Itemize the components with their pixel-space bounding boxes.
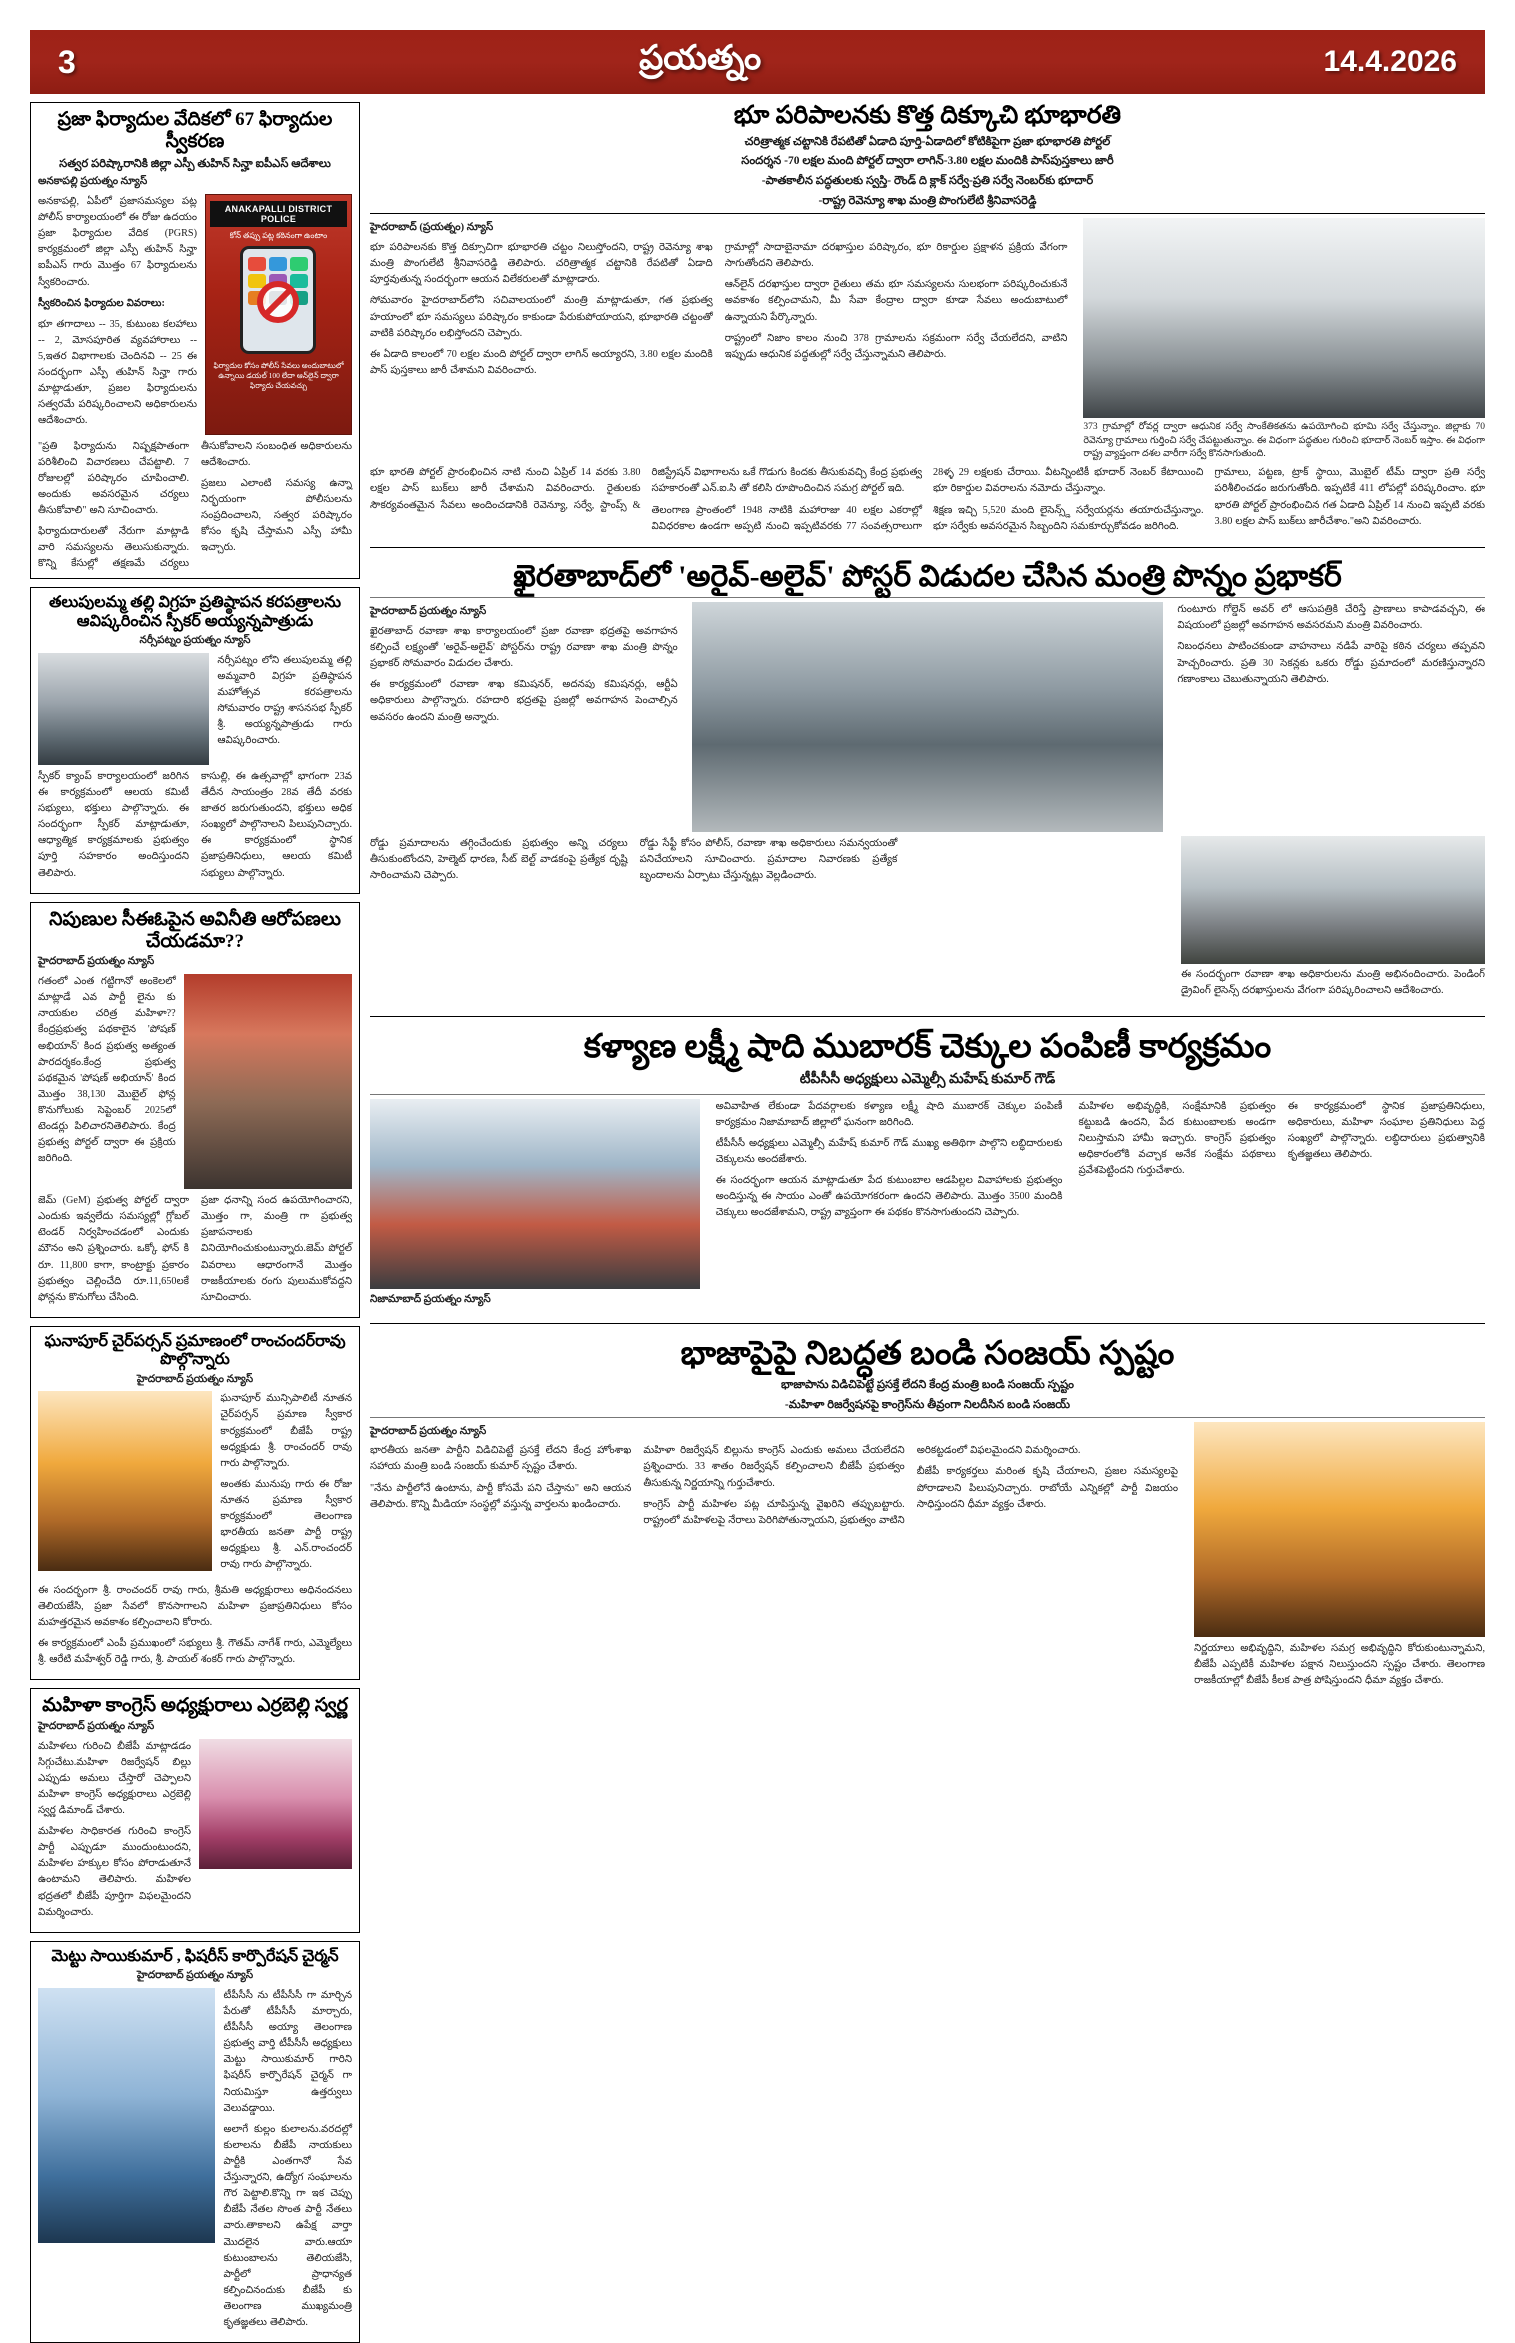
poster-footer: ఫిర్యాదుల కోసం పోలీస్ సేవలు అందుబాటులో ఉన్నాయి డయల్ 100 లేదా ఆన్‌లైన్ ద్వారా ఫిర్యాదు చేయవచ్చు: [213, 361, 344, 390]
paragraph: స్వీకరించిన ఫిర్యాదుల వివరాలు:: [38, 297, 165, 309]
paragraph: తెలంగాణ ప్రాంతంలో 1948 నాటికి మహారాజు 40 లక్షల ఎకరాల్లో వివిధరకాల ఉండగా అప్పటి నుంచి ఇప్పటివరకు 77 సంవత్సరాలుగా 28ళ్ళ 29 లక్షలకు చేరాయి. వీటన్నింటికీ భూదార్ నెంబర్ కేటాయించి భూ రికార్డుల వివరాలను నమోదు చేస్తున్నాం.: [651, 467, 1204, 532]
paragraph: బీజేపీ కార్యకర్తలు మరింత కృషి చేయాలని, ప్రజల సమస్యలపై పోరాడాలని పిలుపునిచ్చారు. రాబోయే ఎన్నికల్లో పార్టీ విజయం సాధిస్తుందని ధీమా వ్యక్తం చేశారు.: [916, 1466, 1179, 1510]
subheadline-1: భాజాపాను విడిచిపెట్టే ప్రసక్తే లేదని కేంద్ర మంత్రి బండి సంజయ్ స్పష్టం: [781, 1379, 1074, 1392]
headline: నిపుణుల సీఈఓపైన అవినీతి ఆరోపణలు చేయడమా??: [49, 908, 341, 952]
photo-minister-ponguleti: [1083, 218, 1485, 418]
newspaper-nameplate: ప్రయత్నం: [639, 38, 762, 77]
paragraph: ప్రజలు ఎలాంటి సమస్య ఉన్నా నిర్భయంగా పోలీసులను సంప్రదించాలని, సత్వర పరిష్కారం కోసం కృషి చేస్తామని ఎస్పీ హామీ ఇచ్చారు.: [201, 477, 352, 554]
paragraph: టీపీసీసీ అధ్యక్షులు ఎమ్మెల్సీ మహేష్ కుమార్ గౌడ్ ముఖ్య అతిథిగా పాల్గొని లబ్ధిదారులకు చెక్కులను అందజేశారు.: [715, 1137, 1063, 1166]
fourth-story-photo-block: [1186, 1422, 1485, 1694]
masthead: [30, 30, 1485, 94]
paragraph: గుంటూరు గోల్డెన్ అవర్ లో ఆసుపత్రికి చేరిస్తే ప్రాణాలు కాపాడవచ్చని, ఈ విషయంలో ప్రజల్లో అవగాహన అవసరమని మంత్రి వివరించారు.: [1177, 604, 1486, 632]
article-body: [38, 974, 176, 1189]
subheadline: టీపీసీసీ అధ్యక్షులు ఎమ్మెల్సీ మహేష్ కుమార్ గౌడ్: [799, 1072, 1056, 1088]
paragraph: అంతకు మునుపు గారు ఈ రోజు నూతన ప్రమాణ స్వీకార కార్యక్రమంలో తెలంగాణ భారతీయ జనతా పార్టీ రాష్ట్ర అధ్యక్షులు శ్రీ. ఎన్.రాంచందర్ రావు గారు పాల్గొన్నారు.: [220, 1478, 352, 1571]
subheadline-1: చరిత్రాత్మక చట్టానికి రేపటితో ఏడాది పూర్తి-ఏడాదిలో కోటికిపైగా ప్రజా భూభారతి పోర్టల్: [744, 135, 1111, 148]
paragraph: ఈ కార్యక్రమంలో ఎంపీ ప్రముఖంలో సభ్యులు శ్రీ. గౌతమ్ నాగేశ్ గారు, ఎమ్మెల్యేలు శ్రీ. ఆరేటి మహేశ్వర్ రెడ్డి గారు, శ్రీ. పాయల్ శంకర్ గారు పాల్గొన్నారు.: [38, 1637, 352, 1665]
lead-story-bhubharathi: [370, 102, 1485, 535]
byline: హైదరాబాద్ ప్రయత్నం న్యూస్: [370, 606, 487, 618]
photo-mahesh-kumar-goud: [370, 1099, 700, 1289]
paragraph: రోడ్డు సేఫ్టీ కోసం పోలీస్, రవాణా శాఖ అధికారులు సమన్వయంతో పనిచేయాలని సూచించారు. ప్రమాదాల నివారణకు ప్రత్యేక బృందాలను ఏర్పాటు చేస్తున్నట్లు వెల్లడించారు.: [639, 838, 898, 882]
byline: హైదరాబాద్ ప్రయత్నం న్యూస్: [38, 1720, 155, 1732]
page-grid: [30, 102, 1486, 2329]
article-body: [708, 1099, 1071, 1312]
officials-photo-block: [1175, 836, 1485, 1004]
paragraph: మహిళల సాధికారత గురించి కాంగ్రెస్ పార్టీ ఎప్పుడూ ముందుంటుందని, మహిళల హక్కుల కోసం పోరాడుతూనే ఉంటామని తెలిపారు. మహిళల భద్రతలో బీజేపీ పూర్తిగా విఫలమైందని విమర్శించారు.: [38, 1826, 191, 1918]
paragraph: ప్రజా ధనాన్ని సంద ఉపయోగించారని, మొత్తం గా, మంత్రి గా ప్రభుత్వ ప్రజాపనాలకు వినియోగించుకుంటున్నారు.జెమ్ పోర్టల్ వివరాలు ఆధారంగానే మొత్తం రాజకీయాలకు రంగు పులుముకోవద్దని సూచించారు.: [201, 1195, 352, 1303]
article-body-continued: [38, 439, 352, 573]
photo-speaker-event: [38, 653, 209, 765]
lead-story-body-continued: [370, 465, 1485, 534]
paragraph: కాంగ్రెస్ పార్టీ మహిళల పట్ల చూపిస్తున్న వైఖరిని తప్పుబట్టారు. రాష్ట్రంలో మహిళలపై నేరాలు పెరిగిపోతున్నాయని, ప్రభుత్వం వాటిని అరికట్టడంలో విఫలమైందని విమర్శించారు.: [643, 1445, 1081, 1526]
left-column: [30, 102, 360, 2329]
story-bandi-sanjay: [370, 1336, 1485, 2282]
headline: మహిళా కాంగ్రెస్ అధ్యక్షురాలు ఎర్రబెల్లి స్వర్ణ: [42, 1695, 348, 1717]
headline: భాజాపైపై నిబద్ధత బండి సంజయ్ స్పష్టం: [680, 1336, 1175, 1373]
photo-bandi-sanjay: [1194, 1422, 1485, 1637]
headline: ప్రజా ఫిర్యాదుల వేదికలో 67 ఫిర్యాదుల స్వీకరణ: [57, 109, 333, 152]
paragraph: గతంలో ఎంత గట్టిగానో అంకెలలో మాట్లాడే ఎవ పార్టీ లైను కు నాయకుల చరిత్ర మహిళా?? కేంద్రప్రభుత్వ పథకాలైన 'పోషణ్ అభియాన్' కింద ప్రభుత్వ అత్యంత పారదర్శకం.కేంద్ర ప్రభుత్వ పథకమైన 'పోషణ్ అభియాన్' కింద మొత్తం 38,130 మొబైల్ ఫోన్ల కొనుగోలుకు సెప్టెంబర్ 2025లో టెండర్లు పిలిచారనితెలిపారు. కేంద్ర ప్రభుత్వ పోర్టల్ ద్వారా ఈ ప్రక్రియ జరిగింది.: [38, 976, 176, 1165]
phone-mockup-icon: [240, 246, 316, 354]
photo-caption: 373 గ్రామాల్లో రోవర్ల ద్వారా ఆధునిక సర్వే సాంకేతికతను ఉపయోగించి భూమి సర్వే చేస్తున్నాం. జిల్లాకు 70 రెవెన్యూ గ్రామాలు గుర్తించి సర్వే చేపట్టుతున్నాం. ఈ విధంగా పద్ధతుల గురించి భూదార్ నెంబర్ ఇస్తాం. ఈ విధంగా రాష్ట్ర వ్యాప్తంగా దశల వారీగా సర్వే కొనసాగుతుంది.: [1083, 422, 1485, 460]
article-talupulamma-talli: [30, 587, 360, 893]
headline: ఖైరతాబాద్‌లో 'అరైవ్-అలైవ్' పోస్టర్ విడుదల చేసిన మంత్రి పొన్నం ప్రభాకర్: [513, 559, 1342, 593]
byline: నర్సీపట్నం ప్రయత్నం న్యూస్: [139, 635, 251, 647]
photo-ramchander-rao: [38, 1391, 212, 1571]
paragraph: ఈ సందర్భంగా రవాణా శాఖ అధికారులను మంత్రి అభినందించారు. పెండింగ్ డ్రైవింగ్ లైసెన్స్ దరఖాస్తులను వేగంగా పరిష్కరించాలని ఆదేశించారు.: [1181, 969, 1485, 997]
article-mahila-congress: [30, 1688, 360, 1933]
paragraph: ఈ సందర్భంగా ఆయన మాట్లాడుతూ పేద కుటుంబాల ఆడపిల్లల వివాహాలకు ప్రభుత్వం అందిస్తున్న ఈ సాయం ఎంతో ఉపయోగకరంగా ఉందని తెలిపారు. మొత్తం 3500 మందికి చెక్కులు అందజేశామని, రాష్ట్ర వ్యాప్తంగా ఈ పథకం కొనసాగుతుందని చెప్పారు.: [715, 1175, 1063, 1219]
paragraph: "నేను పార్టీలోనే ఉంటాను, పార్టీ కోసమే పని చేస్తాను" అని ఆయన తెలిపారు. కొన్ని మీడియా సంస్థల్లో వస్తున్న వార్తలను ఖండించారు.: [370, 1482, 632, 1510]
paragraph: టీపీసీసీ ను టీపీసీసీ గా మార్చిన పేరుతో టీపీసీసీ మార్చారు, టీపీసీసీ అయ్యా తెలంగాణ ప్రభుత్వ వార్తి టీపీసీసీ అధ్యక్షులు మెట్టు సాయికుమార్ గారిని ఫిషరీస్ కార్పొరేషన్ చైర్మన్ గా నియమిస్తూ ఉత్తర్వులు వెలువడ్డాయి.: [223, 1989, 352, 2114]
article-body: [38, 194, 197, 435]
paragraph: అవివాహిత లేకుండా పేదవర్గాలకు కళ్యాణ లక్ష్మీ షాది ముబారక్ చెక్కుల పంపిణీ కార్యక్రమం నిజామాబాద్ జిల్లాలో ఘనంగా జరిగింది.: [715, 1100, 1063, 1128]
subheadline-2: -మహిళా రిజర్వేషనపై కాంగ్రెస్‌ను తీవ్రంగా నిలదీసిన బండి సంజయ్: [784, 1399, 1071, 1412]
article-body: [1177, 602, 1485, 688]
paragraph: మహిళలు గురించి బీజేపీ మాట్లాడడం సిగ్గుచేటు.మహిళా రిజర్వేషన్ బిల్లు ఎప్పుడు అమలు చేస్తారో చెప్పాలని మహిళా కాంగ్రెస్ అధ్యక్షురాలు ఎర్రబెల్లి స్వర్ణ డిమాండ్ చేశారు.: [38, 1740, 191, 1817]
paragraph: అలాగే కుల్లం కులాలను.వరదల్లో కులాలను బీజేపీ నాయకులు పార్టీకి ఎంతగానో సేవ చేస్తున్నారని, ఉద్యోగ సంఘాలను గౌర పెట్టాలి.కొన్ని గా ఇక చెప్పు బీజేపీ నేతల సొంత పార్టీ నేతలు వారు.తాకాలని ఉపేక్ష వార్తా మొదలైన వారు.ఆయా కుటుంబాలను తెలియజేసి, పార్టీలో ప్రాధాన్యత కల్పించినందుకు బీజేపీ కు తెలంగాణ ముఖ్యమంత్రి కృతజ్ఞతలు తెలిపారు.: [223, 2123, 352, 2329]
photo-officials-conference: [1181, 836, 1485, 964]
article-body-continued: [38, 769, 352, 887]
photo-mettu-saikumar: [38, 1988, 215, 2243]
headline: భూ పరిపాలనకు కొత్త దిక్కూచి భూభారతి: [733, 102, 1122, 129]
poster-title: ANAKAPALLI DISTRICT POLICE: [210, 201, 347, 227]
byline: హైదరాబాద్ (ప్రయత్నం) న్యూస్: [370, 222, 494, 234]
article-praja-firyadula: [30, 102, 360, 579]
article-body-continued: [38, 1193, 352, 1311]
article-body: [38, 1739, 191, 1926]
story-arrive-alive: [370, 560, 1485, 1005]
paragraph: గ్రామాల్లో సాదాబైనామా దరఖాస్తుల పరిష్కారం, భూ రికార్డుల ప్రక్షాళన ప్రక్రియ వేగంగా సాగుతోందని తెలిపారు.: [724, 242, 1068, 270]
paragraph: భూ తగాదాలు -- 35, కుటుంబ కలహాలు -- 2, మోసపూరిత వ్యవహారాలు -- 5,ఇతర విభాగాలకు చెందినవి -- 25 ఈ సందర్భంగా ఎస్పీ తుహిన్ సిన్హా గారు మాట్లాడుతూ, ప్రజల ఫిర్యాదులను సత్వరమే పరిష్కరించాలని అధికారులను ఆదేశించారు.: [38, 318, 197, 427]
anakapalli-police-poster: [205, 194, 352, 435]
lead-story-photo-block: [1075, 218, 1485, 461]
article-body: [223, 1988, 352, 2336]
photo-errabelli-swarna: [199, 1739, 352, 1869]
paragraph: భారతీయ జనతా పార్టీని విడిచిపెట్టే ప్రసక్తే లేదని కేంద్ర హోంశాఖ సహాయ మంత్రి బండి సంజయ్ కుమార్ స్పష్టం చేశారు.: [370, 1445, 632, 1473]
paragraph: ఈ కార్యక్రమంలో స్థానిక ప్రజాప్రతినిధులు, అధికారులు, మహిళా సంఘాల ప్రతినిధులు పెద్ద సంఖ్యలో పాల్గొన్నారు. లబ్ధిదారులు ప్రభుత్వానికి కృతజ్ఞతలు తెలిపారు.: [1287, 1100, 1485, 1161]
paragraph: ఈ కార్యక్రమంలో రవాణా శాఖ కమిషనర్, అదనపు కమిషనర్లు, ఆర్టీఏ అధికారులు పాల్గొన్నారు. రహదారి భద్రతపై ప్రజల్లో అవగాహన పెంచాల్సిన అవసరం ఉందని మంత్రి అన్నారు.: [370, 679, 678, 723]
article-nipunula-ceo: [30, 902, 360, 1318]
second-story-body-continued: [370, 836, 1167, 1004]
byline: నిజామాబాద్ ప్రయత్నం న్యూస్: [370, 1293, 491, 1305]
subheadline-2: సందర్శన -70 లక్షల మంది పోర్టల్ ద్వారా లాగిన్-3.80 లక్షల మందికి పాస్‌పుస్తకాలు జారీ: [741, 155, 1114, 168]
second-story-photo: [686, 602, 1170, 832]
article-body: [370, 624, 678, 726]
article-body-continued: [38, 1583, 352, 1669]
headline: ఘనాపూర్ చైర్‌పర్సన్ ప్రమాణంలో రాంచందర్‌రావు పొల్గొన్నారు: [44, 1332, 346, 1369]
article-body: [370, 1443, 1178, 1529]
paragraph: జెమ్ (GeM) ప్రభుత్వ పోర్టల్ ద్వారా ఎందుకు ఇవ్వలేదు సమస్యల్లో గ్లోబల్ టెండర్ నిర్వహించడంలో ఎందుకు మౌనం అని ప్రశ్నించారు. ఒక్కో ఫోన్ కి రూ. 11,800 కాగా, కాంట్రాక్టు ప్రకారం ప్రభుత్వం చెల్లించేది రూ.11,650లకే ఫోన్లను కొనుగోలు చేసింది.: [38, 1195, 189, 1303]
paragraph: ఈ ఏడాది కాలంలో 70 లక్షల మంది పోర్టల్ ద్వారా లాగిన్ అయ్యారని, 3.80 లక్షల మందికి పాస్ పుస్తకాలు జారీ చేశామని వివరించారు.: [370, 348, 713, 376]
paragraph: నర్సీపట్నం లోని తలుపులమ్మ తల్లి అమ్మవారి విగ్రహ ప్రతిష్ఠాపన మహోత్సవ కరపత్రాలను సోమవారం రాష్ట్ర శాసనసభ స్పీకర్ శ్రీ. అయ్యన్నపాత్రుడు గారు ఆవిష్కరించారు.: [217, 654, 352, 747]
paragraph: ఈ సందర్భంగా శ్రీ. రాంచందర్ రావు గారు, శ్రీమతి అధ్యక్షురాలు అధినందనలు తెలియజేసి, ప్రజా సేవలో కొనసాగాలని మహిళా ప్రజాప్రతినిధులు కోసం మహత్తరమైన అవకాశం కల్పించాలని కోరారు.: [38, 1584, 352, 1628]
article-body: [1194, 1641, 1485, 1689]
paragraph: అనకాపల్లి, ఏపీలో ప్రజాసమస్యల పట్ల పోలీస్ కార్యాలయంలో ఈ రోజు ఉదయం ప్రజా ఫిర్యాదుల వేదిక (PGRS) కార్యక్రమంలో జిల్లా ఎస్పీ తుహిన్ సిన్హా ఐపీఎస్ గారు మొత్తం 67 ఫిర్యాదులను స్వీకరించారు.: [38, 196, 197, 288]
paragraph: "ప్రతి ఫిర్యాదును నిష్పక్షపాతంగా పరిశీలించి విచారణలు చేపట్టాలి. 7 రోజులల్లో పరిష్కారం చూపించాలి. అందుకు అవసరమైన చర్యలు తీసుకోవాలి" అని సూచించారు.: [38, 440, 189, 517]
headline: మెట్టు సాయికుమార్ , ఫిషరీస్ కార్పొరేషన్ చైర్మన్: [51, 1947, 339, 1965]
paragraph: రాష్ట్రంలో నిజాం కాలం నుంచి 378 గ్రామాలను సక్రమంగా సర్వే చేయలేదని, వాటిని ఇప్పుడు ఆధునిక పద్ధతుల్లో సర్వే చేస్తున్నామని తెలిపారు.: [724, 332, 1068, 360]
paragraph: భూ భారతి పోర్టల్ ప్రారంభించిన నాటి నుంచి ఏప్రిల్ 14 వరకు 3.80 లక్షల పాస్ బుక్‌లు జారీ చేశామని వివరించారు. రైతులకు సౌకర్యవంతమైన సేవలు అందించడానికి రెవెన్యూ, సర్వే, స్టాంప్స్ & రిజిస్ట్రేషన్ విభాగాలను ఒకే గొడుగు కిందకు తీసుకువచ్చి కేంద్ర ప్రభుత్వ సహకారంతో ఎన్.ఐ.సి తో కలిసి రూపొందించిన సమగ్ర పోర్టల్ ఇది.: [370, 467, 922, 511]
paragraph: ఆన్‌లైన్ దరఖాస్తుల ద్వారా రైతులు తమ భూ సమస్యలను సులభంగా పరిష్కరించుకునే అవకాశం కల్పించామని, మీ సేవా కేంద్రాల ద్వారా కూడా సేవలు అందుబాటులో ఉన్నాయని పేర్కొన్నారు.: [724, 279, 1068, 323]
byline: హైదరాబాద్ ప్రయత్నం న్యూస్: [136, 1373, 254, 1385]
paragraph: నిర్ణయాలు అభివృద్ధిని, మహిళల సమగ్ర అభివృద్ధిని కోరుకుంటున్నామని, బీజేపీ ఎప్పటికీ మహిళల పక్షాన నిలుస్తుందని స్పష్టం చేశారు. తెలంగాణ రాజకీయాల్లో బీజేపీ కీలక పాత్ర పోషిస్తుందని ధీమా వ్యక్తం చేశారు.: [1194, 1642, 1485, 1686]
byline: హైదరాబాద్ ప్రయత్నం న్యూస్: [136, 1970, 254, 1982]
photo-arrive-alive-release: [692, 602, 1164, 832]
article-body: [1181, 967, 1485, 999]
subheadline-3: -పాతకాలీన పద్ధతులకు స్వస్తి- రౌండ్ ది క్లాక్ సర్వే-ప్రతి సర్వే నెంబర్‌కు భూదార్: [761, 175, 1094, 188]
paragraph: శిక్షణ ఇచ్చి 5,520 మంది లైసెన్స్డ్ సర్వేయర్లను తయారుచేస్తున్నాం. భూ సర్వేకు అవసరమైన సిబ్బందిని సమకూర్చుకోవడం జరిగింది.: [933, 504, 1204, 532]
article-body: [220, 1391, 352, 1578]
paragraph: సోమవారం హైదరాబాద్‌లోని సచివాలయంలో మంత్రి మాట్లాడుతూ, గత ప్రభుత్వ హయాంలో భూ సమస్యలు పరిష్కారం కాకుండా పేరుకుపోయాయని, భూభారతి చట్టంతో వాటికి పరిష్కారం లభిస్తోందని చెప్పారు.: [370, 295, 713, 339]
article-body: [217, 653, 352, 765]
paragraph: ఘనాపూర్ మున్సిపాలిటీ నూతన చైర్‌పర్సన్ ప్రమాణ స్వీకార కార్యక్రమంలో బీజేపీ రాష్ట్ర అధ్యక్షుడు శ్రీ. రాంచందర్ రావు గారు పాల్గొన్నారు.: [220, 1393, 352, 1469]
paragraph: రోడ్డు ప్రమాదాలను తగ్గించేందుకు ప్రభుత్వం అన్ని చర్యలు తీసుకుంటోందని, హెల్మెట్ ధారణ, సీట్ బెల్ట్ వాడకంపై ప్రత్యేక దృష్టి సారించామని చెప్పారు.: [370, 838, 628, 882]
paragraph: మహిళల అభివృద్ధికి, సంక్షేమానికి ప్రభుత్వం కట్టుబడి ఉందని, పేద కుటుంబాలకు అండగా నిలుస్తామని హామీ ఇచ్చారు. కాంగ్రెస్ ప్రభుత్వం అధికారంలోకి వచ్చాక అనేక సంక్షేమ పథకాలు ప్రవేశపెట్టిందని గుర్తుచేశారు.: [1078, 1100, 1276, 1177]
paragraph: మహిళా రిజర్వేషన్ బిల్లును కాంగ్రెస్ ఎందుకు అమలు చేయలేదని ప్రశ్నించారు. 33 శాతం రిజర్వేషన్ కల్పించాలని బీజేపీ ప్రభుత్వం తీసుకున్న నిర్ణయాన్ని గుర్తుచేశారు.: [643, 1445, 905, 1489]
paragraph: ఖైరతాబాద్ రవాణా శాఖ కార్యాలయంలో ప్రజా రవాణా భద్రతపై అవగాహన కల్పించే లక్ష్యంతో 'అరైవ్-అలైవ్' పోస్టర్‌ను రాష్ట్ర రవాణా శాఖ మంత్రి పొన్నం ప్రభాకర్ సోమవారం విడుదల చేశారు.: [370, 625, 678, 670]
byline: హైదరాబాద్ ప్రయత్నం న్యూస్: [38, 956, 155, 968]
photo-caption: కాసుల్లి, ఈ ఉత్సవాల్లో భాగంగా 23వ తేదీన సాయంత్రం 28వ తేదీ వరకు జాతర జరుగుతుందని, భక్తులు అధిక సంఖ్యలో పాల్గొనాలని పిలుపునిచ్చారు. ఈ కార్యక్రమంలో స్థానిక ప్రజాప్రతినిధులు, ఆలయ కమిటీ సభ్యులు పాల్గొన్నారు.: [201, 770, 352, 879]
headline: తలుపులమ్మ తల్లి విగ్రహ ప్రతిష్ఠాపన కరపత్రాలను ఆవిష్కరించిన స్పీకర్ అయ్యన్నపాత్రుడు: [48, 594, 342, 630]
second-story-left-text: [370, 602, 678, 832]
headline: కళ్యాణ లక్ష్మీ షాది ముబారక్ చెక్కుల పంపిణీ కార్యక్రమం: [583, 1029, 1272, 1066]
article-body-continued: [1078, 1099, 1485, 1312]
byline: హైదరాబాద్ ప్రయత్నం న్యూస్: [370, 1425, 487, 1437]
poster-tagline: కోన్ తప్పు పట్ల కఠినంగా ఉంటాం: [229, 231, 328, 241]
subheadline-4: -రాష్ట్ర రెవెన్యూ శాఖ మంత్రి పొంగులేటి శ్రీనివాసరెడ్డి: [818, 194, 1037, 207]
lead-story-text-block: [370, 218, 1067, 461]
kalyana-photo-block: [370, 1099, 700, 1312]
page-number: 3: [58, 43, 77, 80]
paragraph: నిబంధనలు పాటించకుండా వాహనాలు నడిపే వారిపై కఠిన చర్యలు తప్పవని హెచ్చరించారు. ప్రతి 30 సెకన్లకు ఒకరు రోడ్డు ప్రమాదంలో మరణిస్తున్నారని గణాంకాలు చెబుతున్నాయని తెలిపారు.: [1177, 641, 1486, 685]
paragraph: గ్రామాలు, పట్టణ, ట్రాక్ స్థాయి, మెుబైల్ టీమ్ ద్వారా ప్రతి సర్వే పరిశీలించడం జరుగుతోంది. ఇప్పటికే 411 లోపల్లో పరిష్కరించాం. భూ భారతి పోర్టల్ ప్రారంభించిన గత ఏడాది ఏప్రిల్ 14 నుంచి ఇప్పటి వరకు 3.80 లక్షల పాస్ బుక్‌లు జారీచేశాం."అని వివరించారు.: [1214, 467, 1485, 527]
paragraph: భూ పరిపాలనకు కొత్త దిక్సూచిగా భూభారతి చట్టం నిలుస్తోందని, రాష్ట్ర రెవెన్యూ శాఖ మంత్రి పొంగులేటి శ్రీనివాసరెడ్డి తెలిపారు. చరిత్రాత్మక చట్టానికి రేపటితో ఏడాది పూర్తవుతున్న సందర్భంగా ఆయన విలేకరులతో మాట్లాడారు.: [370, 242, 713, 286]
second-story-right-text: [1177, 602, 1485, 832]
article-body: [370, 240, 1067, 379]
article-mettu-saikumar: [30, 1941, 360, 2343]
story-kalyana-lakshmi: [370, 1029, 1485, 1311]
main-column: [370, 102, 1485, 2282]
issue-date: 14.4.2026: [1323, 45, 1457, 78]
subheadline: సత్వర పరిష్కారానికి జిల్లా ఎస్పీ తుహిన్ సిన్హా ఐపీఎస్ ఆదేశాలు: [59, 157, 331, 170]
photo-woman-leader-rally: [184, 974, 352, 1189]
fourth-story-text-block: [370, 1422, 1178, 1694]
no-entry-icon: [257, 281, 299, 323]
article-ghanapur-chairperson: [30, 1326, 360, 1680]
byline: అనకాపల్లి ప్రయత్నం న్యూస్: [38, 176, 148, 188]
paragraph: స్పీకర్ క్యాంప్ కార్యాలయంలో జరిగిన ఈ కార్యక్రమంలో ఆలయ కమిటీ సభ్యులు, భక్తులు పాల్గొన్నారు. ఈ సందర్భంగా స్పీకర్ మాట్లాడుతూ, ఆధ్యాత్మిక కార్యక్రమాలకు ప్రభుత్వం పూర్తి సహకారం అందిస్తుందని తెలిపారు.: [38, 770, 189, 879]
paragraph: ఫిర్యాదుదారులతో నేరుగా మాట్లాడి వారి సమస్యలను తెలుసుకున్నారు. కొన్ని కేసుల్లో తక్షణమే చర్యలు తీసుకోవాలని సంబంధిత అధికారులను ఆదేశించారు.: [38, 440, 352, 570]
